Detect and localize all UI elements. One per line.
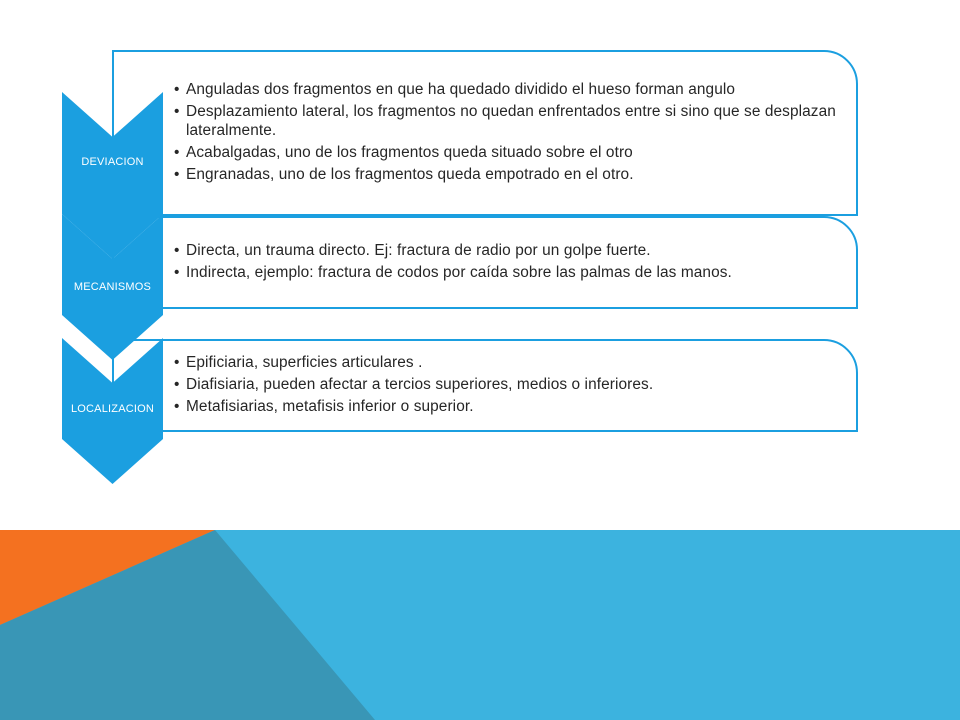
- bullet-icon: •: [174, 144, 180, 161]
- bullet-icon: •: [174, 242, 180, 259]
- list-item: • Engranadas, uno de los fragmentos queda empotrado en el otro.: [174, 166, 634, 183]
- chevron-localizacion: [62, 338, 163, 484]
- list-item: • Desplazamiento lateral, los fragmentos no quedan enfrentados entre si sino que se desplazan lateralmente.: [174, 103, 836, 139]
- footer-decoration: [0, 530, 960, 720]
- bullet-icon: •: [174, 81, 180, 98]
- bullet-list-deviacion: [174, 79, 840, 187]
- bullet-icon: •: [174, 376, 180, 393]
- content-box-deviacion: [112, 50, 858, 216]
- list-item: • Indirecta, ejemplo: fractura de codos por caída sobre las palmas de las manos.: [174, 264, 732, 281]
- bullet-icon: •: [174, 264, 180, 281]
- content-box-mecanismos: [112, 216, 858, 309]
- chevron-label: LOCALIZACION: [70, 403, 155, 415]
- chevron-label: DEVIACION: [81, 156, 144, 168]
- bullet-icon: •: [174, 166, 180, 183]
- list-item: • Metafisiarias, metafisis inferior o superior.: [174, 398, 474, 415]
- content-box-localizacion: [112, 339, 858, 432]
- bullet-icon: •: [174, 354, 180, 371]
- list-item: • Anguladas dos fragmentos en que ha quedado dividido el hueso forman angulo: [174, 81, 736, 98]
- bullet-list-mecanismos: [174, 240, 840, 285]
- list-item: • Directa, un trauma directo. Ej: fractura de radio por un golpe fuerte.: [174, 242, 651, 259]
- bullet-list-localizacion: [174, 352, 840, 419]
- list-item: • Epificiaria, superficies articulares .: [174, 354, 423, 371]
- list-item: • Acabalgadas, uno de los fragmentos queda situado sobre el otro: [174, 144, 633, 161]
- chevron-label: MECANISMOS: [73, 281, 152, 293]
- list-item: • Diafisiaria, pueden afectar a tercios superiores, medios o inferiores.: [174, 376, 654, 393]
- bullet-icon: •: [174, 103, 180, 120]
- bullet-icon: •: [174, 398, 180, 415]
